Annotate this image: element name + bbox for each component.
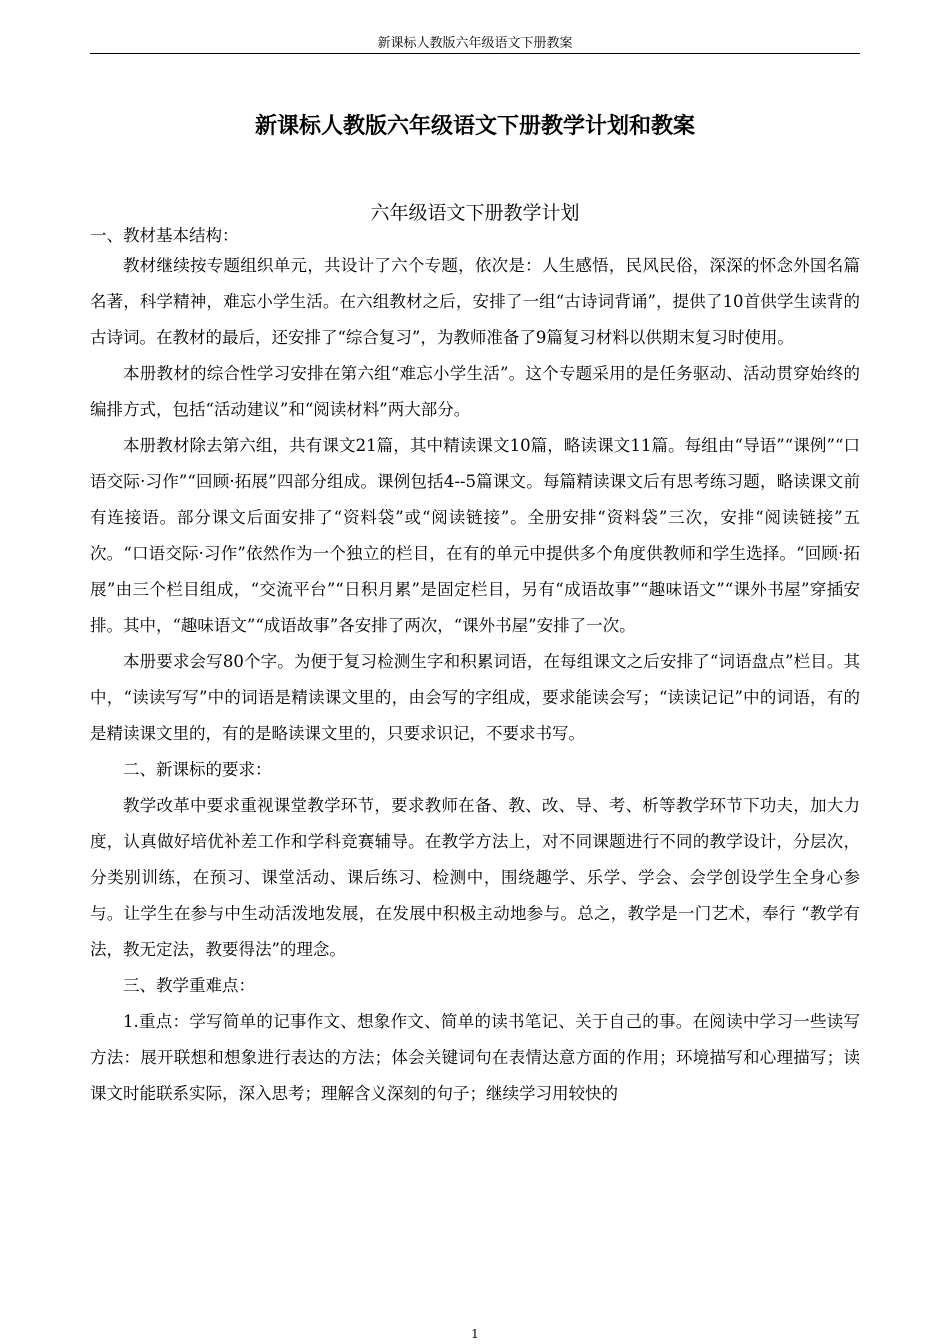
paragraph: 教材继续按专题组织单元，共设计了六个专题，依次是：人生感悟，民风民俗，深深的怀念外国名篇名著，科学精神，难忘小学生活。在六组教材之后，安排了一组“古诗词背诵”，提供了10首供学生读背的古诗词。在教材的最后，还安排了“综合复习”，为教师准备了9篇复习材料以供期末复习时使用。 [90, 256, 860, 347]
running-header: 新课标人教版六年级语文下册教案 [377, 36, 573, 51]
document-body [90, 224, 860, 1112]
page-number: 1 [471, 1327, 479, 1341]
heading-curriculum-requirements: 二、新课标的要求： [123, 760, 272, 779]
header-rule [90, 53, 860, 54]
paragraph: 本册教材的综合性学习安排在第六组“难忘小学生活”。这个专题采用的是任务驱动、活动贯穿始终的编排方式，包括“活动建议”和“阅读材料”两大部分。 [90, 364, 860, 419]
paragraph: 本册教材除去第六组，共有课文21篇，其中精读课文10篇，略读课文11篇。每组由“导语”“课例”“口语交际·习作”“回顾·拓展”四部分组成。课例包括4--5篇课文。每篇精读课文后有思考练习题，略读课文前有连接语。部分课文后面安排了“资料袋”或“阅读链接”。全册安排“资料袋”三次，安排“阅读链接”五次。“口语交际·习作”依然作为一个独立的栏目，在有的单元中提供多个角度供教师和学生选择。“回顾·拓展”由三个栏目组成，“交流平台”“日积月累”是固定栏目，另有“成语故事”“趣味语文”“课外书屋”穿插安排。其中，“趣味语文”“成语故事”各安排了两次，“课外书屋”安排了一次。 [90, 436, 860, 635]
heading-teaching-focus: 三、教学重难点： [123, 976, 255, 995]
section-title: 六年级语文下册教学计划 [370, 202, 580, 224]
paragraph: 1.重点：学写简单的记事作文、想象作文、简单的读书笔记、关于自己的事。在阅读中学习一些读写方法：展开联想和想象进行表达的方法；体会关键词句在表情达意方面的作用；环境描写和心理描写；读课文时能联系实际，深入思考；理解含义深刻的句子；继续学习用较快的 [90, 1012, 860, 1103]
paragraph: 本册要求会写80个字。为便于复习检测生字和积累词语，在每组课文之后安排了“词语盘点”栏目。其中，“读读写写”中的词语是精读课文里的，由会写的字组成，要求能读会写；“读读记记”中的词语，有的是精读课文里的，有的是略读课文里的，只要求识记，不要求书写。 [90, 652, 860, 743]
document-title: 新课标人教版六年级语文下册教学计划和教案 [254, 113, 695, 139]
heading-textbook-structure: 一、教材基本结构： [90, 226, 239, 245]
paragraph: 教学改革中要求重视课堂教学环节，要求教师在备、教、改、导、考、析等教学环节下功夫，加大力度，认真做好培优补差工作和学科竞赛辅导。在教学方法上，对不同课题进行不同的教学设计，分层次，分类别训练，在预习、课堂活动、课后练习、检测中，围绕趣学、乐学、学会、会学创设学生全身心参与。让学生在参与中生动活泼地发展，在发展中积极主动地参与。总之，教学是一门艺术，奉行 “教学有法，教无定法，教要得法”的理念。 [90, 796, 860, 959]
